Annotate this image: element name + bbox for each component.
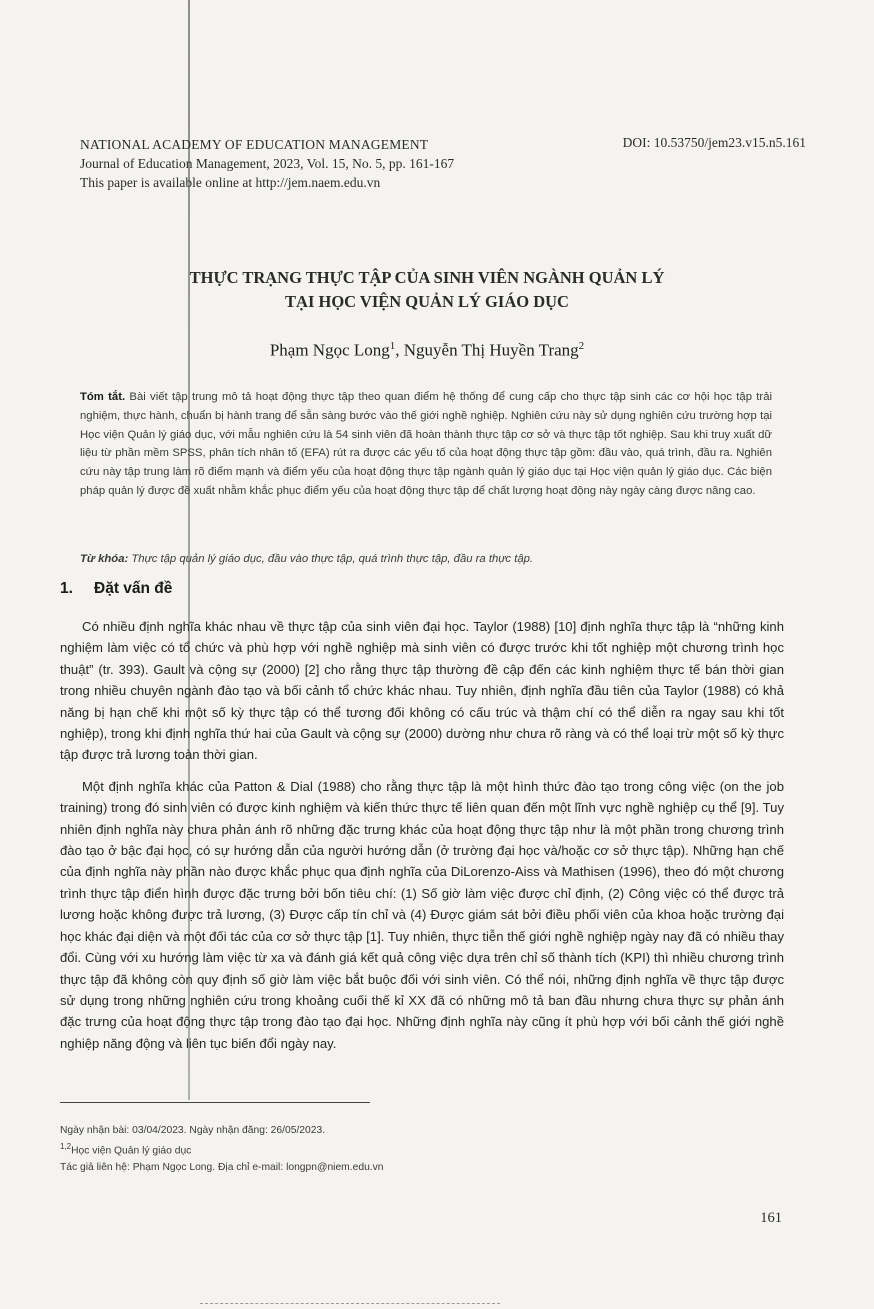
footnotes <box>60 1123 384 1176</box>
abstract-label: Tóm tắt. <box>80 391 126 403</box>
author-affiliation-mark: 2 <box>578 340 585 352</box>
affiliation-note <box>60 1139 384 1160</box>
received-dates: Ngày nhận bài: 03/04/2023. Ngày nhận đăng: 26/05/2023. <box>60 1125 326 1136</box>
paper-title <box>60 266 794 314</box>
journal-citation: Journal of Education Management, 2023, Vol. 15, No. 5, pp. 161-167 <box>80 156 455 171</box>
paper-title-line-1: THỰC TRẠNG THỰC TẬP CỦA SINH VIÊN NGÀNH QUẢN LÝ <box>189 268 665 287</box>
affiliation-mark: 1,2 <box>60 1142 72 1152</box>
keywords-text: Thực tập quản lý giáo dục, đầu vào thực tập, quá trình thực tập, đầu ra thực tập. <box>131 553 534 565</box>
availability-note: This paper is available online at http://jem.naem.edu.vn <box>80 175 381 190</box>
institution-name: NATIONAL ACADEMY OF EDUCATION MANAGEMENT <box>80 137 429 152</box>
abstract-text: Bài viết tập trung mô tả hoạt động thực tập theo quan điểm hệ thống để cung cấp cho thực tập sinh các cơ hội học tập trải nghiệm, thực hành, chuẩn bị hành trang để sẵn sàng bước vào thế giới nghề nghiệp. Nghiên cứu này sử dụng nghiên cứu trường hợp tại Học viện Quản lý giáo dục, với mẫu nghiên cứu là 54 sinh viên đã hoàn thành thực tập cơ sở và thực tập tốt nghiệp. Sau khi truy xuất dữ liệu từ phần mềm SPSS, phân tích nhân tố (EFA) rút ra được các yếu tố của hoạt động thực tập gồm: đầu vào, quá trình, đầu ra. Nghiên cứu này tập trung làm rõ điểm mạnh và điểm yếu của hoạt động thực tập ngành quản lý giáo dục tại Học viện quản lý giáo dục. Các biện pháp quản lý được đề xuất nhằm khắc phục điểm yếu của hoạt động thực tập để chất lượng hoạt động này ngày càng được nâng cao. <box>80 391 772 497</box>
author-name: Phạm Ngọc Long <box>269 340 390 360</box>
contact-note: Tác giả liên hệ: Phạm Ngọc Long. Địa chỉ e-mail: longpn@niem.edu.vn <box>60 1162 384 1174</box>
body-paragraph: Một định nghĩa khác của Patton & Dial (1988) cho rằng thực tập là một hình thức đào tạo trong công việc (on the job training) trong đó sinh viên có được kinh nghiệm và kiến thức thực tế liên quan đến một lĩnh vực nghề nghiệp cụ thể [9]. Tuy nhiên định nghĩa này chưa phản ánh rõ những đặc trưng khác của hoạt động thực tập như là một phần trong chương trình đào tạo ở bậc đại học, có sự hướng dẫn của người hướng dẫn (ở trường đại học và/hoặc cơ sở thực tập). Những hạn chế của định nghĩa này phần nào được khắc phục qua định nghĩa của DiLorenzo-Aiss và Mathisen (1996), theo đó một chương trình thực tập điển hình được đặc trưng bởi bốn tiêu chí: (1) Số giờ làm việc được chỉ định, (2) Công việc có thể được trả lương hoặc không được trả lương, (3) Được cấp tín chỉ và (4) Được giám sát bởi điều phối viên của khoa hoặc trường đại học khác đại diện và một đối tác của cơ sở thực tập [1]. Tuy nhiên, thực tiễn thế giới nghề nghiệp ngày nay đã có nhiều thay đổi. Cùng với xu hướng làm việc từ xa và đánh giá kết quả công việc dựa trên chỉ số thành tích (KPI) thì nhiều chương trình thực tập đã không còn quy định số giờ làm việc bắt buộc đối với sinh viên. Có thể nói, những định nghĩa về thực tập được sử dụng trong những nghiên cứu trong khoảng cuối thế kỉ XX đã có những mô tả ban đầu nhưng chưa thực sự phản ánh đặc trưng của hoạt động thực tập trong đào tạo đại học. Những định nghĩa này cũng ít phù hợp với bối cảnh thế giới nghề nghiệp năng động và liên tục biến đổi ngày nay. <box>60 778 784 1051</box>
affiliation-text: Học viện Quản lý giáo dục <box>71 1145 192 1157</box>
section-title: Đặt vấn đề <box>94 580 173 597</box>
scan-edge-marks <box>200 1303 500 1306</box>
body-text <box>60 616 784 1064</box>
author-separator: , <box>395 340 404 360</box>
doi: DOI: 10.53750/jem23.v15.n5.161 <box>622 135 806 150</box>
author-name: Nguyễn Thị Huyền Trang <box>403 340 579 360</box>
section-number: 1. <box>60 580 73 597</box>
abstract <box>80 388 772 501</box>
keywords-label: Từ khóa: <box>80 553 129 565</box>
author-affiliation-mark: 1 <box>389 340 396 352</box>
page-number: 161 <box>760 1210 782 1226</box>
body-paragraph: Có nhiều định nghĩa khác nhau về thực tập của sinh viên đại học. Taylor (1988) [10] định nghĩa thực tập là “những kinh nghiệm làm việc có tổ chức và phù hợp với nghề nghiệp mà sinh viên có được trước khi tốt nghiệp một chương trình học thuật” (tr. 393). Gault và cộng sự (2000) [2] cho rằng thực tập thường đề cập đến các kinh nghiệm thực tế bán thời gian trong nhiều chuyên ngành đào tạo và bối cảnh tổ chức khác nhau. Tuy nhiên, định nghĩa đầu tiên của Taylor (1988) có khả năng bị hạn chế khi một số kỳ thực tập có thể tương đối không có cấu trúc và thậm chí có thể diễn ra ngay sau khi tốt nghiệp), trong khi định nghĩa thứ hai của Gault và cộng sự (2000) dường như chưa rõ ràng và có thể loại trừ một số kỳ thực tập được trả lương toàn thời gian. <box>60 619 784 763</box>
journal-header <box>80 135 454 192</box>
paper-title-line-2: TẠI HỌC VIỆN QUẢN LÝ GIÁO DỤC <box>285 292 569 311</box>
author-list <box>60 340 794 361</box>
footnote-divider <box>60 1102 370 1103</box>
keywords <box>80 553 772 565</box>
section-heading <box>60 580 172 598</box>
